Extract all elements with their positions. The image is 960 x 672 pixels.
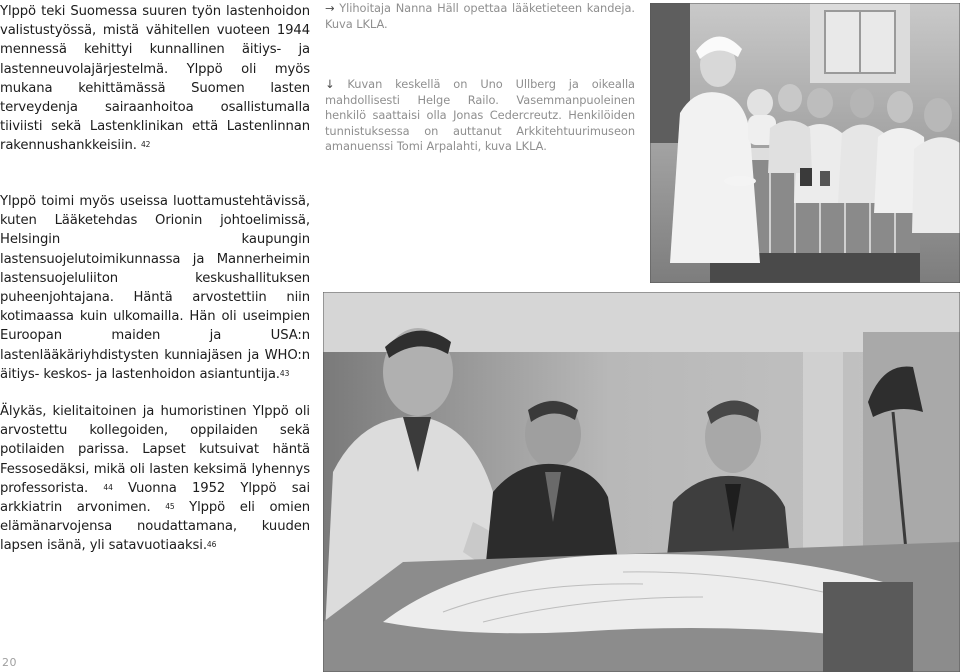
paragraph-text: Älykäs, kielitaitoinen ja humoristinen Ylppö oli arvostettu kollegoiden, oppilaiden sekä potilaiden parissa. Lapset kutsuivat häntä Fessosedäksi, mikä oli lasten keksimä lyhennys professorista. xyxy=(0,404,310,496)
page-number: 20 xyxy=(2,656,17,669)
body-paragraph xyxy=(0,2,310,156)
caption-text: Kuvan keskellä on Uno Ullberg ja oikealla mahdollisesti Helge Railo. Vasemmanpuoleinen henkilö saattaisi olla Jonas Cedercreutz. Henkilöiden tunnistuksessa on auttanut Arkkitehtuurimuseon amanuenssi Tomi Arpalahti, kuva LKLA. xyxy=(325,77,635,154)
architects-photo xyxy=(323,292,960,672)
paragraph-text: Ylppö toimi myös useissa luottamustehtävissä, kuten Lääketehdas Orionin johtoelimissä, Helsingin kaupungin lastensuojelutoimikunnassa ja Mannerheimin lastensuojeluliiton keskushallituksen puheenjohtajana. Häntä arvostettiin niin kotimaassa kuin ulkomailla. Hän oli useimpien Euroopan maiden ja USA:n lastenlääkäriyhdistysten kunniajäsen ja WHO:n äitiys- keskos- ja lastenhoidon asiantuntija. xyxy=(0,194,310,382)
caption-text: Ylihoitaja Nanna Häll opettaa lääketieteen kandeja. Kuva LKLA. xyxy=(325,1,635,31)
footnote-ref[interactable]: 46 xyxy=(206,540,217,550)
paragraph-text: Ylppö eli omien elämänarvojensa noudattamana, kuuden lapsen isänä, yli satavuotiaaksi. xyxy=(0,500,310,554)
nurse-teaching-photo xyxy=(650,3,960,283)
body-paragraph xyxy=(0,402,310,556)
photo-caption xyxy=(325,1,635,32)
paragraph-text: Ylppö teki Suomessa suuren työn lastenhoidon valistustyössä, mistä vähitellen vuoteen 1944 mennessä kehittyi kunnallinen äitiys- ja lastenneuvolajärjestelmä. Ylppö oli myös mukana kehittämässä Suomen lasten terveydenja sairaanhoitoa osallistumalla tiiviisti sekä Lastenklinikan että Lastenlinnan rakennushankkeisiin. xyxy=(0,4,310,154)
footnote-ref[interactable]: 45 xyxy=(165,502,175,512)
paragraph-text: Vuonna 1952 Ylppö sai arkkiatrin arvonimen. xyxy=(0,480,311,516)
body-paragraph xyxy=(0,192,310,384)
footnote-ref[interactable]: 44 xyxy=(103,482,113,492)
arrow-down-icon: ↓ xyxy=(325,77,335,91)
footnote-ref[interactable]: 43 xyxy=(279,368,290,378)
photo-caption xyxy=(325,77,635,155)
arrow-right-icon: → xyxy=(325,1,335,15)
footnote-ref[interactable]: 42 xyxy=(140,140,151,150)
